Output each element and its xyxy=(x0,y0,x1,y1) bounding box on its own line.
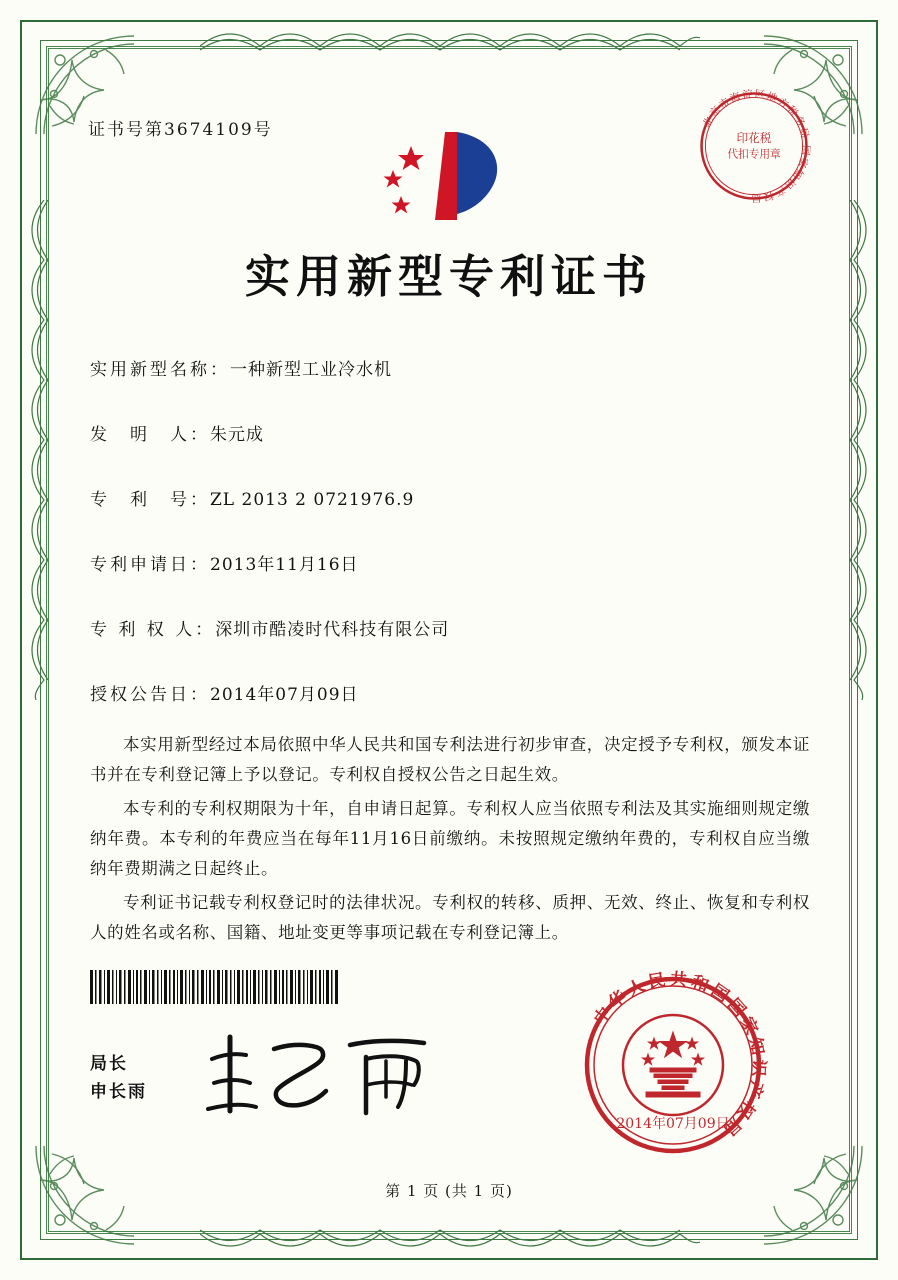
field-label: 发 明 人： xyxy=(90,425,210,445)
official-seal xyxy=(568,960,778,1170)
certificate-fields xyxy=(90,355,808,745)
field-value: 深圳市酷凌时代科技有限公司 xyxy=(215,620,450,640)
paragraph: 本专利的专利权期限为十年，自申请日起算。专利权人应当依照专利法及其实施细则规定缴纳年费。本专利的年费应当在每年11月16日前缴纳。未按照规定缴纳年费的，专利权自应当缴纳年费期满之日起终止。 xyxy=(90,799,810,878)
svg-text:代扣专用章: 代扣专用章 xyxy=(727,147,781,161)
paragraph: 专利证书记载专利权登记时的法律状况。专利权的转移、质押、无效、终止、恢复和专利权人的姓名或名称、国籍、地址变更等事项记载在专利登记簿上。 xyxy=(90,893,810,942)
director-name: 申长雨 xyxy=(90,1082,147,1102)
director-title: 局长 xyxy=(90,1054,128,1074)
field-label: 专 利 权 人： xyxy=(90,620,216,640)
field-label: 专利申请日： xyxy=(90,555,210,575)
field-value: 朱元成 xyxy=(210,425,264,445)
svg-text:中华人民共和国国家知识产权局: 中华人民共和国国家知识产权局 xyxy=(590,969,769,1142)
page-footer: 第 1 页 (共 1 页) xyxy=(385,1182,513,1200)
barcode xyxy=(90,970,340,1004)
field-inventor xyxy=(90,420,808,445)
field-value: 2013年11月16日 xyxy=(210,555,359,575)
field-label: 专 利 号： xyxy=(90,490,210,510)
field-grant-announcement-date xyxy=(90,680,808,705)
signature-block xyxy=(90,1050,147,1106)
page-title: 实用新型专利证书 xyxy=(244,250,653,303)
svg-text:印花税: 印花税 xyxy=(736,131,772,146)
field-value: 一种新型工业冷水机 xyxy=(230,360,392,380)
field-patentee xyxy=(90,615,808,640)
field-value: ZL 2013 2 0721976.9 xyxy=(210,490,415,510)
edge-ornament-icon xyxy=(200,1228,700,1254)
edge-ornament-icon xyxy=(848,200,874,700)
field-utility-model-name xyxy=(90,355,808,380)
tax-stamp-seal xyxy=(686,78,822,214)
svg-text:北京市海淀区地方税务局 国家知识产权局: 北京市海淀区地方税务局 国家知识产权局 xyxy=(701,89,811,203)
cnipa-logo-icon xyxy=(349,120,549,230)
seal-date: 2014年07月09日 xyxy=(616,1116,730,1132)
field-label: 实用新型名称： xyxy=(90,360,230,380)
edge-ornament-icon xyxy=(24,200,50,700)
handwritten-signature xyxy=(200,1025,460,1120)
field-application-date xyxy=(90,550,808,575)
certificate-body-text xyxy=(90,730,810,952)
certificate-content xyxy=(60,60,838,1220)
paragraph: 本实用新型经过本局依照中华人民共和国专利法进行初步审查，决定授予专利权，颁发本证书并在专利登记簿上予以登记。专利权自授权公告之日起生效。 xyxy=(90,735,810,784)
field-patent-number xyxy=(90,485,808,510)
certificate-number: 证书号第3674109号 xyxy=(88,120,273,140)
field-value: 2014年07月09日 xyxy=(210,685,359,705)
field-label: 授权公告日： xyxy=(90,685,210,705)
edge-ornament-icon xyxy=(200,26,700,52)
